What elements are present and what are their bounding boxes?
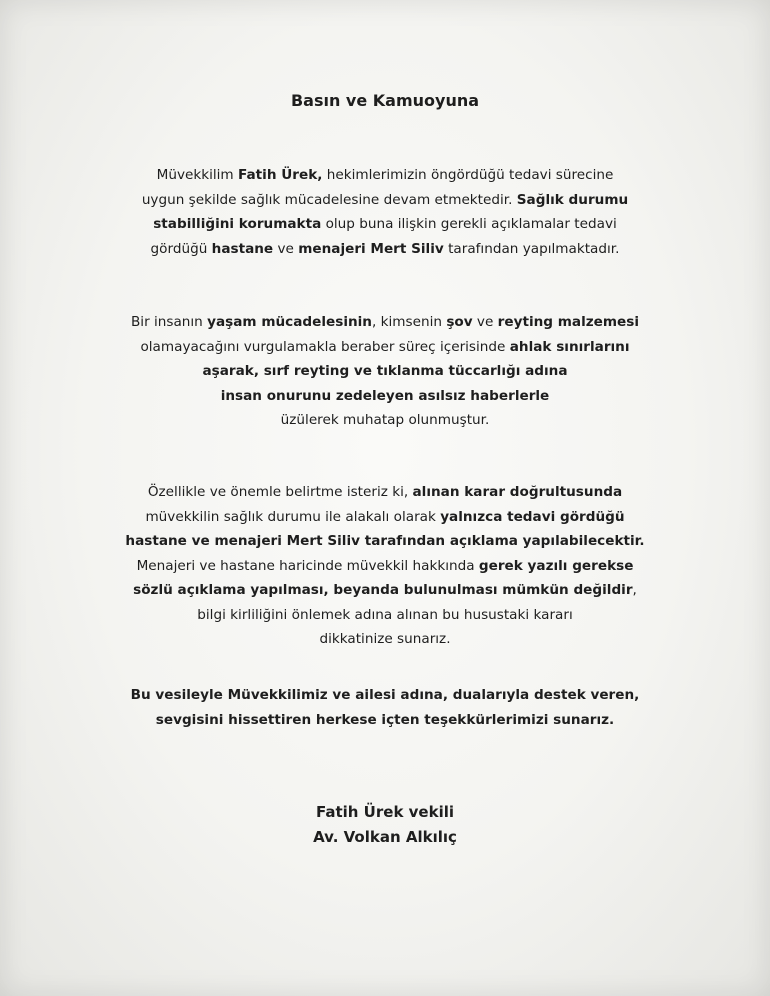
text: ve	[472, 314, 498, 330]
paragraph-2	[70, 310, 700, 433]
paragraph-3-line-6: bilgi kirliliğini önlemek adına alınan bu husustaki kararı	[197, 606, 573, 623]
text: olamayacağını vurgulamakla beraber süreç içerisinde	[140, 338, 510, 355]
text: ,	[632, 582, 637, 598]
paragraph-4-line-2: sevgisini hissettiren herkese içten teşekkürlerimizi sunarız.	[155, 711, 615, 728]
text: müvekkilin sağlık durumu ile alakalı olarak	[145, 508, 441, 525]
paragraph-1-line-2	[70, 188, 700, 213]
emphasis: gerek yazılı gerekse	[478, 557, 634, 574]
paragraph-1-line-4	[70, 237, 700, 262]
text: uygun şekilde sağlık mücadelesine devam etmektedir.	[141, 191, 517, 208]
emphasis: ahlak sınırlarını	[509, 338, 630, 355]
text: olup buna ilişkin gerekli açıklamalar tedavi	[321, 216, 617, 232]
signature-block	[0, 800, 770, 850]
emphasis: aşarak, sırf reyting ve tıklanma tüccarlığı adına	[202, 363, 568, 379]
emphasis: insan onurunu zedeleyen asılsız haberlerle	[220, 387, 550, 404]
text: , kimsenin	[372, 314, 447, 330]
signature-line-1: Fatih Ürek vekili	[315, 803, 454, 821]
text: Menajeri ve hastane haricinde müvekkil hakkında	[136, 557, 479, 574]
paragraph-3-line-7: dikkatinize sunarız.	[319, 631, 451, 647]
text: tarafından yapılmaktadır.	[443, 240, 620, 257]
letter-title: Basın ve Kamuoyuna	[290, 91, 480, 110]
paragraph-3-line-2	[70, 505, 700, 530]
text: hekimlerimizin öngördüğü tedavi sürecine	[322, 167, 614, 183]
paragraph-2-line-4	[70, 384, 700, 409]
paragraph-2-line-1	[70, 310, 700, 335]
emphasis: hastane	[211, 240, 274, 257]
paragraph-2-line-5: üzülerek muhatap olunmuştur.	[280, 412, 490, 428]
emphasis: yalnızca tedavi gördüğü	[440, 508, 625, 525]
paragraph-3	[70, 480, 700, 652]
signature-line-2: Av. Volkan Alkılıç	[313, 828, 457, 846]
emphasis: şov	[446, 314, 473, 330]
emphasis: Sağlık durumu	[516, 191, 629, 208]
paragraph-3-line-5	[70, 578, 700, 603]
emphasis: menajeri Mert Siliv	[298, 240, 444, 257]
emphasis: sözlü açıklama yapılması, beyanda bulunulması mümkün değildir	[133, 582, 633, 598]
text: Bir insanın	[130, 314, 208, 330]
paragraph-3-line-3	[70, 529, 700, 554]
paragraph-1-line-1	[70, 163, 700, 188]
paragraph-2-line-3	[70, 359, 700, 384]
text: gördüğü	[150, 240, 212, 257]
text: Müvekkilim	[156, 167, 238, 183]
emphasis: hastane ve menajeri Mert Siliv tarafından açıklama yapılabilecektir.	[125, 533, 645, 549]
emphasis: reyting malzemesi	[497, 314, 640, 330]
paragraph-3-line-1	[70, 480, 700, 505]
paragraph-1	[70, 163, 700, 261]
text: ve	[273, 240, 299, 257]
paragraph-2-line-2	[70, 335, 700, 360]
paragraph-4	[70, 683, 700, 732]
emphasis: stabilliğini korumakta	[153, 216, 322, 232]
text: Özellikle ve önemle belirtme isteriz ki,	[147, 484, 413, 500]
paragraph-1-line-3	[70, 212, 700, 237]
emphasis: yaşam mücadelesinin	[207, 314, 372, 330]
paragraph-3-line-4	[70, 554, 700, 579]
emphasis: alınan karar doğrultusunda	[412, 484, 623, 500]
client-name: Fatih Ürek,	[238, 167, 323, 183]
paragraph-4-line-1: Bu vesileyle Müvekkilimiz ve ailesi adına, dualarıyla destek veren,	[130, 687, 640, 703]
